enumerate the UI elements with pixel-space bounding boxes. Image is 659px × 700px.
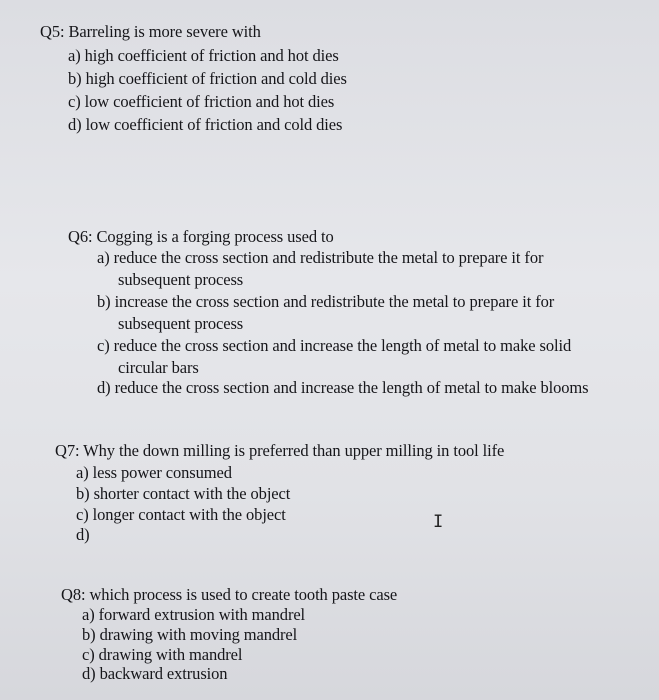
q7-option-c: c) longer contact with the object <box>76 505 286 524</box>
q7-option-d: d) <box>76 525 90 544</box>
q6-prompt: Q6: Cogging is a forging process used to <box>68 227 334 246</box>
q7-option-a: a) less power consumed <box>76 463 232 482</box>
text-cursor-icon: I <box>433 512 444 532</box>
q5-option-b: b) high coefficient of friction and cold dies <box>68 69 347 88</box>
q5-option-a: a) high coefficient of friction and hot dies <box>68 46 339 65</box>
q8-prompt: Q8: which process is used to create tooth paste case <box>61 585 398 604</box>
q7-prompt: Q7: Why the down milling is preferred than upper milling in tool life <box>55 441 505 460</box>
q6-option-c-line1: c) reduce the cross section and increase the length of metal to make solid <box>97 336 572 355</box>
q8-option-c: c) drawing with mandrel <box>82 645 243 664</box>
q6-option-b-line1: b) increase the cross section and redistribute the metal to prepare it for <box>97 292 555 311</box>
q6-option-a-line2: subsequent process <box>118 270 244 289</box>
q6-option-c-line2: circular bars <box>118 358 199 377</box>
q6-option-a-line1: a) reduce the cross section and redistribute the metal to prepare it for <box>97 248 544 267</box>
q7-option-b: b) shorter contact with the object <box>76 484 291 503</box>
q5-option-d: d) low coefficient of friction and cold dies <box>68 115 343 134</box>
q5-option-c: c) low coefficient of friction and hot dies <box>68 92 335 111</box>
q8-option-a: a) forward extrusion with mandrel <box>82 605 306 624</box>
q5-prompt: Q5: Barreling is more severe with <box>40 22 261 41</box>
q6-option-d: d) reduce the cross section and increase the length of metal to make blooms <box>97 378 589 397</box>
q8-option-d: d) backward extrusion <box>82 664 228 683</box>
q6-option-b-line2: subsequent process <box>118 314 244 333</box>
q8-option-b: b) drawing with moving mandrel <box>82 625 298 644</box>
